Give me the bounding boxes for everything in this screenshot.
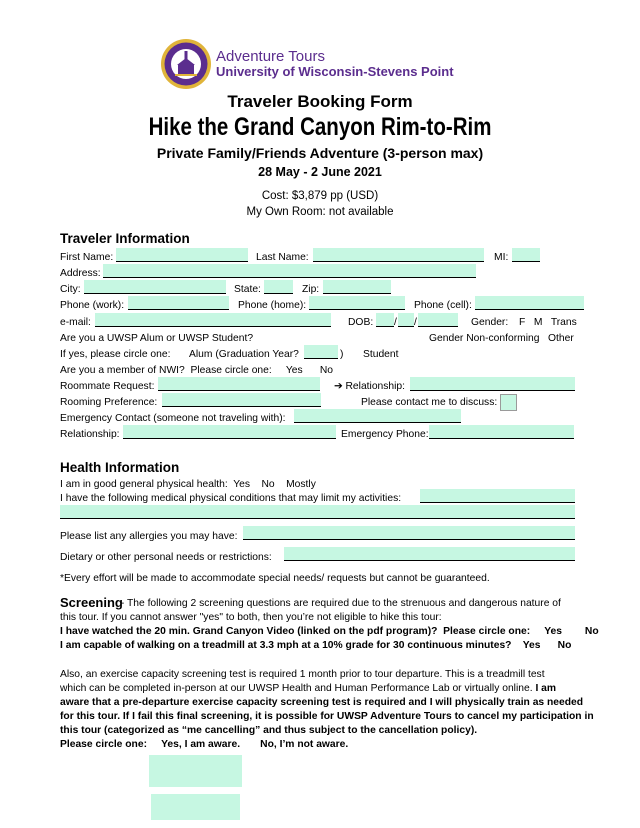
roommate-label: Roommate Request: xyxy=(60,381,155,392)
cost-line: Cost: $3,879 pp (USD) xyxy=(261,190,379,202)
phone-cell-field[interactable] xyxy=(475,296,584,310)
state-label: State: xyxy=(234,284,261,295)
last-name-label: Last Name: xyxy=(256,252,309,263)
dob-year-field[interactable] xyxy=(418,313,458,327)
brand-line-1: Adventure Tours xyxy=(216,48,325,65)
trip-subtitle: Private Family/Friends Adventure (3-person max) xyxy=(156,145,484,161)
roommate-field[interactable] xyxy=(158,377,320,391)
mi-label: MI: xyxy=(494,252,509,263)
last-name-field[interactable] xyxy=(313,248,484,262)
alum-close-paren: ) xyxy=(340,349,344,360)
dob-day-field[interactable] xyxy=(398,313,414,327)
contact-discuss-checkbox[interactable] xyxy=(500,394,517,411)
relationship-field[interactable] xyxy=(123,425,336,439)
conditions-label: I have the following medical physical conditions that may limit my activities: xyxy=(60,493,402,504)
relationship-label: Relationship: xyxy=(60,429,120,440)
general-health-question: I am in good general physical health: Yes No Mostly xyxy=(60,479,316,490)
gender-options[interactable]: F M Trans xyxy=(519,317,577,328)
exercise-paragraph-line-2 xyxy=(60,682,556,695)
exercise-paragraph-line-3: aware that a pre-departure exercise capacity screening test is required and I will physically train as needed xyxy=(60,697,584,708)
date-box[interactable] xyxy=(151,794,240,820)
conditions-field-line-2[interactable] xyxy=(60,505,575,519)
exercise-paragraph-line-2-bold: I am xyxy=(532,683,557,694)
state-field[interactable] xyxy=(264,280,293,294)
phone-work-label: Phone (work): xyxy=(60,300,125,311)
exercise-paragraph-line-2-text: which can be completed in-person at our UWSP Health and Human Performance Lab or virtually online. xyxy=(60,683,533,694)
signature-box[interactable] xyxy=(149,755,242,787)
emergency-phone-label: Emergency Phone: xyxy=(341,429,429,440)
exercise-paragraph-line-4: for this tour. If I fail this final screening, it is possible for UWSP Adventure Tours to cancel my participation in xyxy=(60,711,594,722)
allergies-field[interactable] xyxy=(243,526,575,540)
city-field[interactable] xyxy=(84,280,226,294)
exercise-paragraph-line-5: this tour (categorized as “me cancelling” and thus subject to the cancellation policy). xyxy=(60,725,478,736)
phone-work-field[interactable] xyxy=(128,296,229,310)
first-name-field[interactable] xyxy=(116,248,248,262)
first-name-label: First Name: xyxy=(60,252,114,263)
dob-slash-2: / xyxy=(414,317,417,328)
phone-home-field[interactable] xyxy=(309,296,405,310)
nwi-question: Are you a member of NWI? Please circle one: Yes No xyxy=(60,365,333,376)
dob-slash-1: / xyxy=(394,317,397,328)
trip-title: Hike the Grand Canyon Rim-to-Rim xyxy=(148,113,492,141)
phone-cell-label: Phone (cell): xyxy=(414,300,472,311)
contact-discuss-label: Please contact me to discuss: xyxy=(361,397,498,408)
exercise-paragraph-line-1: Also, an exercise capacity screening test is required 1 month prior to tour departure. This is a treadmill test xyxy=(60,669,545,680)
dob-month-field[interactable] xyxy=(376,313,394,327)
gender-label: Gender: xyxy=(471,317,509,328)
dietary-field[interactable] xyxy=(284,547,575,561)
rooming-pref-field[interactable] xyxy=(162,393,321,407)
phone-home-label: Phone (home): xyxy=(238,300,307,311)
allergies-label: Please list any allergies you may have: xyxy=(60,531,238,542)
address-label: Address: xyxy=(60,268,101,279)
screening-intro-line-1: - The following 2 screening questions are required due to the strenuous and dangerous nature of xyxy=(118,598,561,609)
form-title: Traveler Booking Form xyxy=(227,92,413,111)
rooming-pref-label: Rooming Preference: xyxy=(60,397,158,408)
conditions-field[interactable] xyxy=(420,489,575,503)
awareness-question: Please circle one: Yes, I am aware. No, I’m not aware. xyxy=(60,739,349,750)
zip-field[interactable] xyxy=(323,280,391,294)
screening-question-2: I am capable of walking on a treadmill at 3.3 mph at a 10% grade for 30 continuous minutes? Yes No xyxy=(60,640,572,651)
roommate-relationship-label: ➔ Relationship: xyxy=(334,381,406,392)
city-label: City: xyxy=(60,284,81,295)
brand-line-2: University of Wisconsin-Stevens Point xyxy=(216,64,454,79)
if-yes-label: If yes, please circle one: xyxy=(60,349,171,360)
traveler-heading: Traveler Information xyxy=(60,231,190,246)
screening-question-1: I have watched the 20 min. Grand Canyon Video (linked on the pdf program)? Please circle one: Yes No xyxy=(60,626,599,637)
mi-field[interactable] xyxy=(512,248,540,262)
address-field[interactable] xyxy=(103,264,476,278)
alum-option[interactable]: Alum (Graduation Year? xyxy=(189,349,299,360)
graduation-year-field[interactable] xyxy=(304,345,338,359)
emergency-contact-label: Emergency Contact (someone not traveling with): xyxy=(60,413,286,424)
emergency-phone-field[interactable] xyxy=(429,425,574,439)
email-label: e-mail: xyxy=(60,317,91,328)
health-heading: Health Information xyxy=(60,460,180,475)
room-line: My Own Room: not available xyxy=(246,206,394,218)
university-seal xyxy=(160,38,212,90)
student-option[interactable]: Student xyxy=(363,349,399,360)
alum-question: Are you a UWSP Alum or UWSP Student? xyxy=(60,333,254,344)
dob-label: DOB: xyxy=(348,317,374,328)
special-needs-note: *Every effort will be made to accommodate special needs/ requests but cannot be guaranteed. xyxy=(60,573,490,584)
email-field[interactable] xyxy=(95,313,331,327)
zip-label: Zip: xyxy=(302,284,320,295)
dietary-label: Dietary or other personal needs or restrictions: xyxy=(60,552,272,563)
gender-more-options[interactable]: Gender Non-conforming Other xyxy=(429,333,574,344)
screening-heading: Screening xyxy=(60,595,123,610)
roommate-relationship-field[interactable] xyxy=(410,377,575,391)
screening-intro-line-2: this tour. If you cannot answer "yes" to both, then you’re not eligible to hike this tour: xyxy=(60,612,442,623)
emergency-contact-field[interactable] xyxy=(294,409,461,423)
trip-dates: 28 May - 2 June 2021 xyxy=(258,165,382,179)
